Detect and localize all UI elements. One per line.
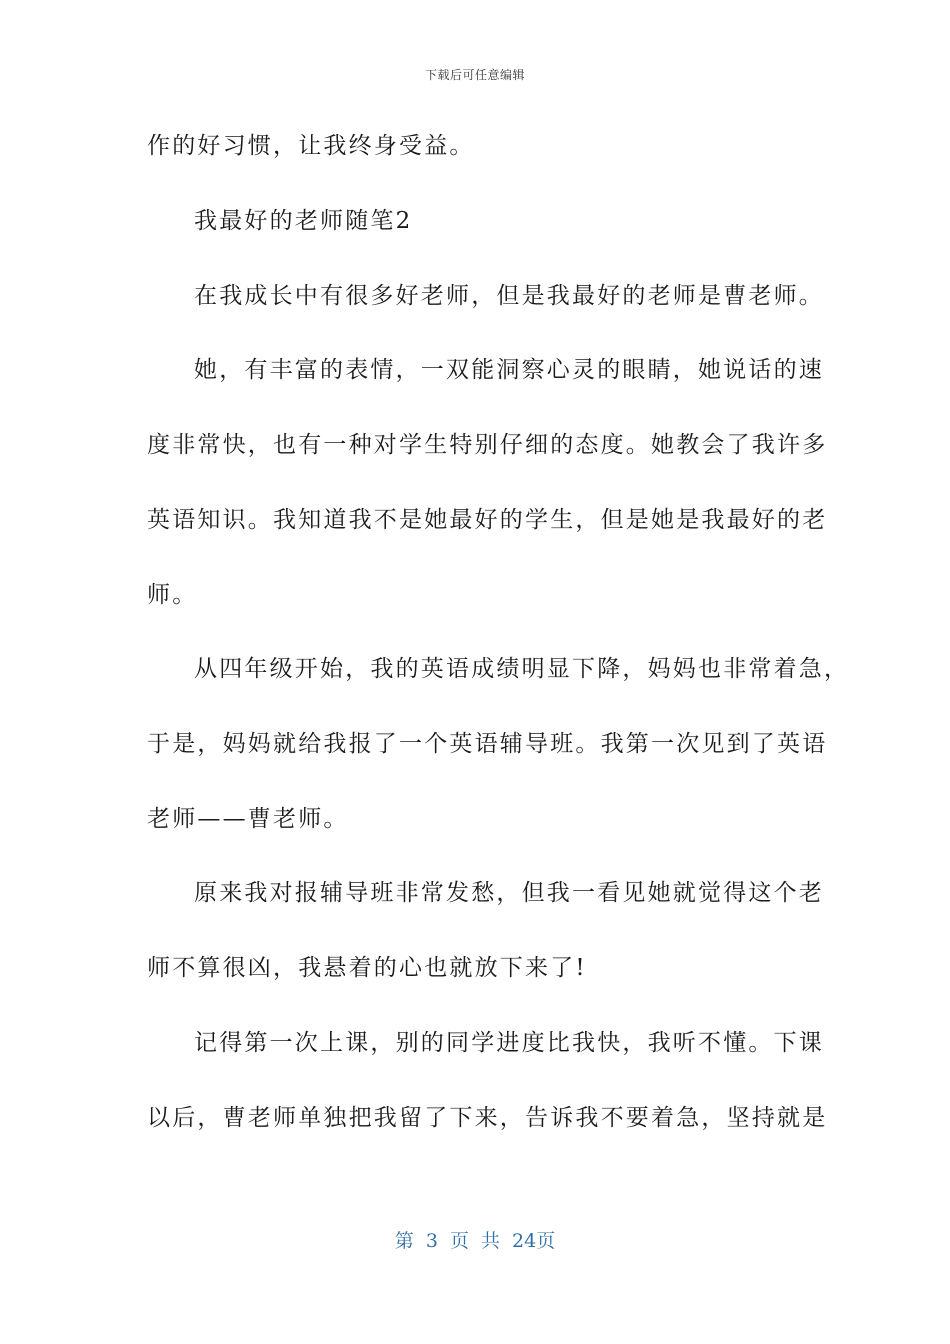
text-line: 于是，妈妈就给我报了一个英语辅导班。我第一次见到了英语 xyxy=(147,731,828,757)
section-title: 我最好的老师随笔2 xyxy=(194,208,413,234)
text-line: 她，有丰富的表情，一双能洞察心灵的眼睛，她说话的速 xyxy=(194,357,824,383)
text-line: 记得第一次上课，别的同学进度比我快，我听不懂。下课 xyxy=(194,1030,824,1056)
text-line: 老师——曹老师。 xyxy=(147,806,349,832)
text-line: 师。 xyxy=(147,582,198,608)
text-line: 英语知识。我知道我不是她最好的学生，但是她是我最好的老 xyxy=(147,507,828,533)
page-header: 下载后可任意编辑 xyxy=(424,68,525,82)
text-line: 作的好习惯，让我终身受益。 xyxy=(147,133,475,159)
text-line: 以后，曹老师单独把我留了下来，告诉我不要着急，坚持就是 xyxy=(147,1105,828,1131)
text-line: 师不算很凶，我悬着的心也就放下来了! xyxy=(147,955,587,981)
text-line: 在我成长中有很多好老师，但是我最好的老师是曹老师。 xyxy=(194,283,824,309)
text-line: 原来我对报辅导班非常发愁，但我一看见她就觉得这个老 xyxy=(194,880,824,906)
text-line: 从四年级开始，我的英语成绩明显下降，妈妈也非常着急， xyxy=(194,656,850,682)
page-footer: 第 3 页 共 24页 xyxy=(394,1230,556,1252)
text-line: 度非常快，也有一种对学生特别仔细的态度。她教会了我许多 xyxy=(147,432,828,458)
